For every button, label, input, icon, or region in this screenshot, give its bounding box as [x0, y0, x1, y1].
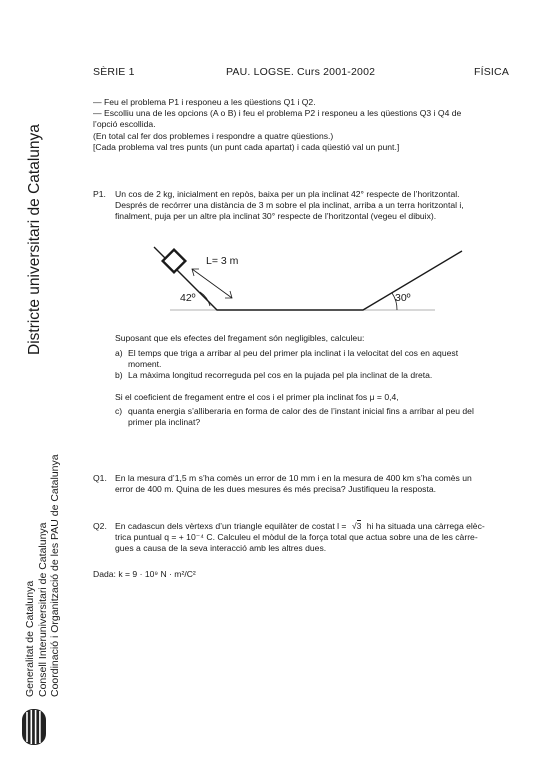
sqrt-value: 3	[356, 521, 362, 531]
p1-suppose: Suposant que els efectes del fregament són negligibles, calculeu:	[115, 333, 365, 343]
p1-line-2: Després de recórrer una distància de 3 m sobre el pla inclinat, arriba a un terra horitzontal i,	[115, 200, 464, 211]
p1-a-line-2: moment.	[128, 359, 162, 370]
p1-b-label: b)	[115, 370, 123, 380]
p1-label: P1.	[93, 189, 106, 199]
p1-a-line-1: El temps que triga a arribar al peu del primer pla inclinat i la velocitat del cos en aquest	[128, 348, 459, 358]
q2-text	[115, 521, 520, 555]
sqrt-symbol: √	[351, 521, 357, 531]
q1-line-2: error de 400 m. Quina de les dues mesures és més precisa? Justifiqueu la resposta.	[115, 484, 436, 495]
block	[163, 250, 186, 273]
org-line-3: Coordinació i Organització de les PAU de Catalunya	[49, 454, 61, 697]
p1-b-text: La màxima longitud recorreguda pel cos en la pujada pel pla inclinat de la dreta.	[128, 370, 433, 380]
org-line-2: Consell Interuniversitari de Catalunya	[36, 522, 49, 697]
p1-c-label: c)	[115, 406, 123, 416]
q1-label: Q1.	[93, 473, 107, 483]
inclined-plane-diagram	[140, 240, 470, 320]
p1-c-line-1: quanta energia s’alliberaria en forma de calor des de l’instant inicial fins a arribar al peu del	[128, 406, 474, 416]
q2-line-2: trica puntual q = + 10⁻⁴ C. Calculeu el mòdul de la força total que actua sobre una de les càrre-	[115, 532, 478, 543]
instruction-line-4: (En total cal fer dos problemes i respondre a quatre qüestions.)	[93, 130, 334, 141]
track-profile	[154, 247, 462, 310]
p1-statement	[115, 189, 515, 223]
organization-block	[24, 454, 62, 697]
p1-c-line-2: primer pla inclinat?	[128, 417, 201, 428]
p1-line-3: finalment, puja per un altre pla inclinat 30° respecte de l’horitzontal (vegeu el dibuix).	[115, 211, 437, 222]
instruction-line-1: — Feu el problema P1 i responeu a les qüestions Q1 i Q2.	[93, 97, 316, 107]
instruction-line-5: [Cada problema val tres punts (un punt cada apartat) i cada qüestió val un punt.]	[93, 141, 400, 152]
q2-line-1-start: En cadascun dels vèrtexs d’un triangle equilàter de costat l =	[115, 521, 347, 531]
constant-data: Dada: k = 9 · 10⁹ N · m²/C²	[93, 569, 196, 579]
q1-line-1: En la mesura d’1,5 m s’ha comès un error de 10 mm i en la mesura de 400 km s’ha comès un	[115, 473, 472, 483]
district-label: Districte universitari de Catalunya	[26, 124, 43, 355]
org-line-1: Generalitat de Catalunya	[24, 580, 36, 697]
angle-right-label: 30º	[395, 292, 411, 304]
q2-line-1-end: hi ha situada una càrrega elèc-	[366, 521, 485, 531]
exam-title: PAU. LOGSE. Curs 2001-2002	[226, 66, 376, 78]
q1-text	[115, 473, 515, 495]
p1-c-text	[128, 406, 518, 428]
instruction-line-3: l’opció escollida.	[93, 119, 156, 130]
instructions	[93, 97, 513, 153]
p1-line-1: Un cos de 2 kg, inicialment en repòs, baixa per un pla inclinat 42° respecte de l’horitzontal.	[115, 189, 460, 199]
subject-label: FÍSICA	[474, 66, 510, 78]
q2-line-3: gues a causa de la seva interacció amb les altres dues.	[115, 543, 327, 554]
generalitat-logo	[21, 708, 47, 746]
angle-left-label: 42º	[180, 292, 196, 304]
q2-label: Q2.	[93, 521, 107, 531]
series-label: SÈRIE 1	[93, 66, 135, 78]
p1-a-text	[128, 348, 518, 370]
p1-a-label: a)	[115, 348, 123, 358]
p1-friction: Si el coeficient de fregament entre el cos i el primer pla inclinat fos μ = 0,4,	[115, 392, 399, 402]
q2-line-1	[115, 521, 520, 532]
length-arrow	[192, 269, 232, 298]
length-label: L= 3 m	[206, 255, 239, 267]
instruction-line-2: — Escolliu una de les opcions (A o B) i feu el problema P2 i responeu a les qüestions Q3 i Q4 de	[93, 108, 462, 119]
